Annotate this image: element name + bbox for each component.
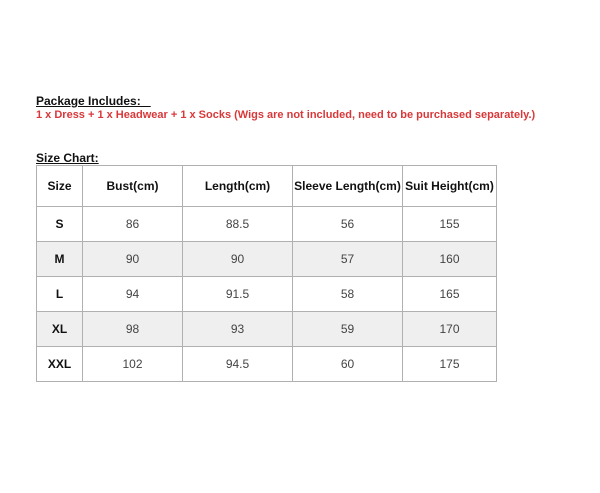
table-row [37,277,497,312]
package-includes-heading: Package Includes: [36,94,151,108]
suit-height-cell: 165 [403,277,497,312]
header-bust: Bust(cm) [83,166,183,207]
size-chart-table [36,165,497,382]
size-cell: XXL [37,347,83,382]
length-cell: 93 [183,312,293,347]
bust-cell: 90 [83,242,183,277]
table-row [37,312,497,347]
table-row [37,242,497,277]
bust-cell: 94 [83,277,183,312]
length-cell: 94.5 [183,347,293,382]
length-cell: 88.5 [183,207,293,242]
size-chart-heading: Size Chart: [36,151,99,165]
header-length: Length(cm) [183,166,293,207]
bust-cell: 98 [83,312,183,347]
table-header-row [37,166,497,207]
sleeve-length-cell: 56 [293,207,403,242]
bust-cell: 102 [83,347,183,382]
sleeve-length-cell: 60 [293,347,403,382]
size-cell: L [37,277,83,312]
suit-height-cell: 160 [403,242,497,277]
package-contents-text: 1 x Dress + 1 x Headwear + 1 x Socks (Wigs are not included, need to be purchased separately.) [36,109,536,121]
size-cell: XL [37,312,83,347]
header-suit-height: Suit Height(cm) [403,166,497,207]
length-cell: 91.5 [183,277,293,312]
suit-height-cell: 170 [403,312,497,347]
suit-height-cell: 175 [403,347,497,382]
size-cell: S [37,207,83,242]
header-size: Size [37,166,83,207]
sleeve-length-cell: 59 [293,312,403,347]
header-sleeve-length: Sleeve Length(cm) [293,166,403,207]
suit-height-cell: 155 [403,207,497,242]
length-cell: 90 [183,242,293,277]
size-cell: M [37,242,83,277]
table-row [37,347,497,382]
sleeve-length-cell: 57 [293,242,403,277]
table-row [37,207,497,242]
bust-cell: 86 [83,207,183,242]
sleeve-length-cell: 58 [293,277,403,312]
